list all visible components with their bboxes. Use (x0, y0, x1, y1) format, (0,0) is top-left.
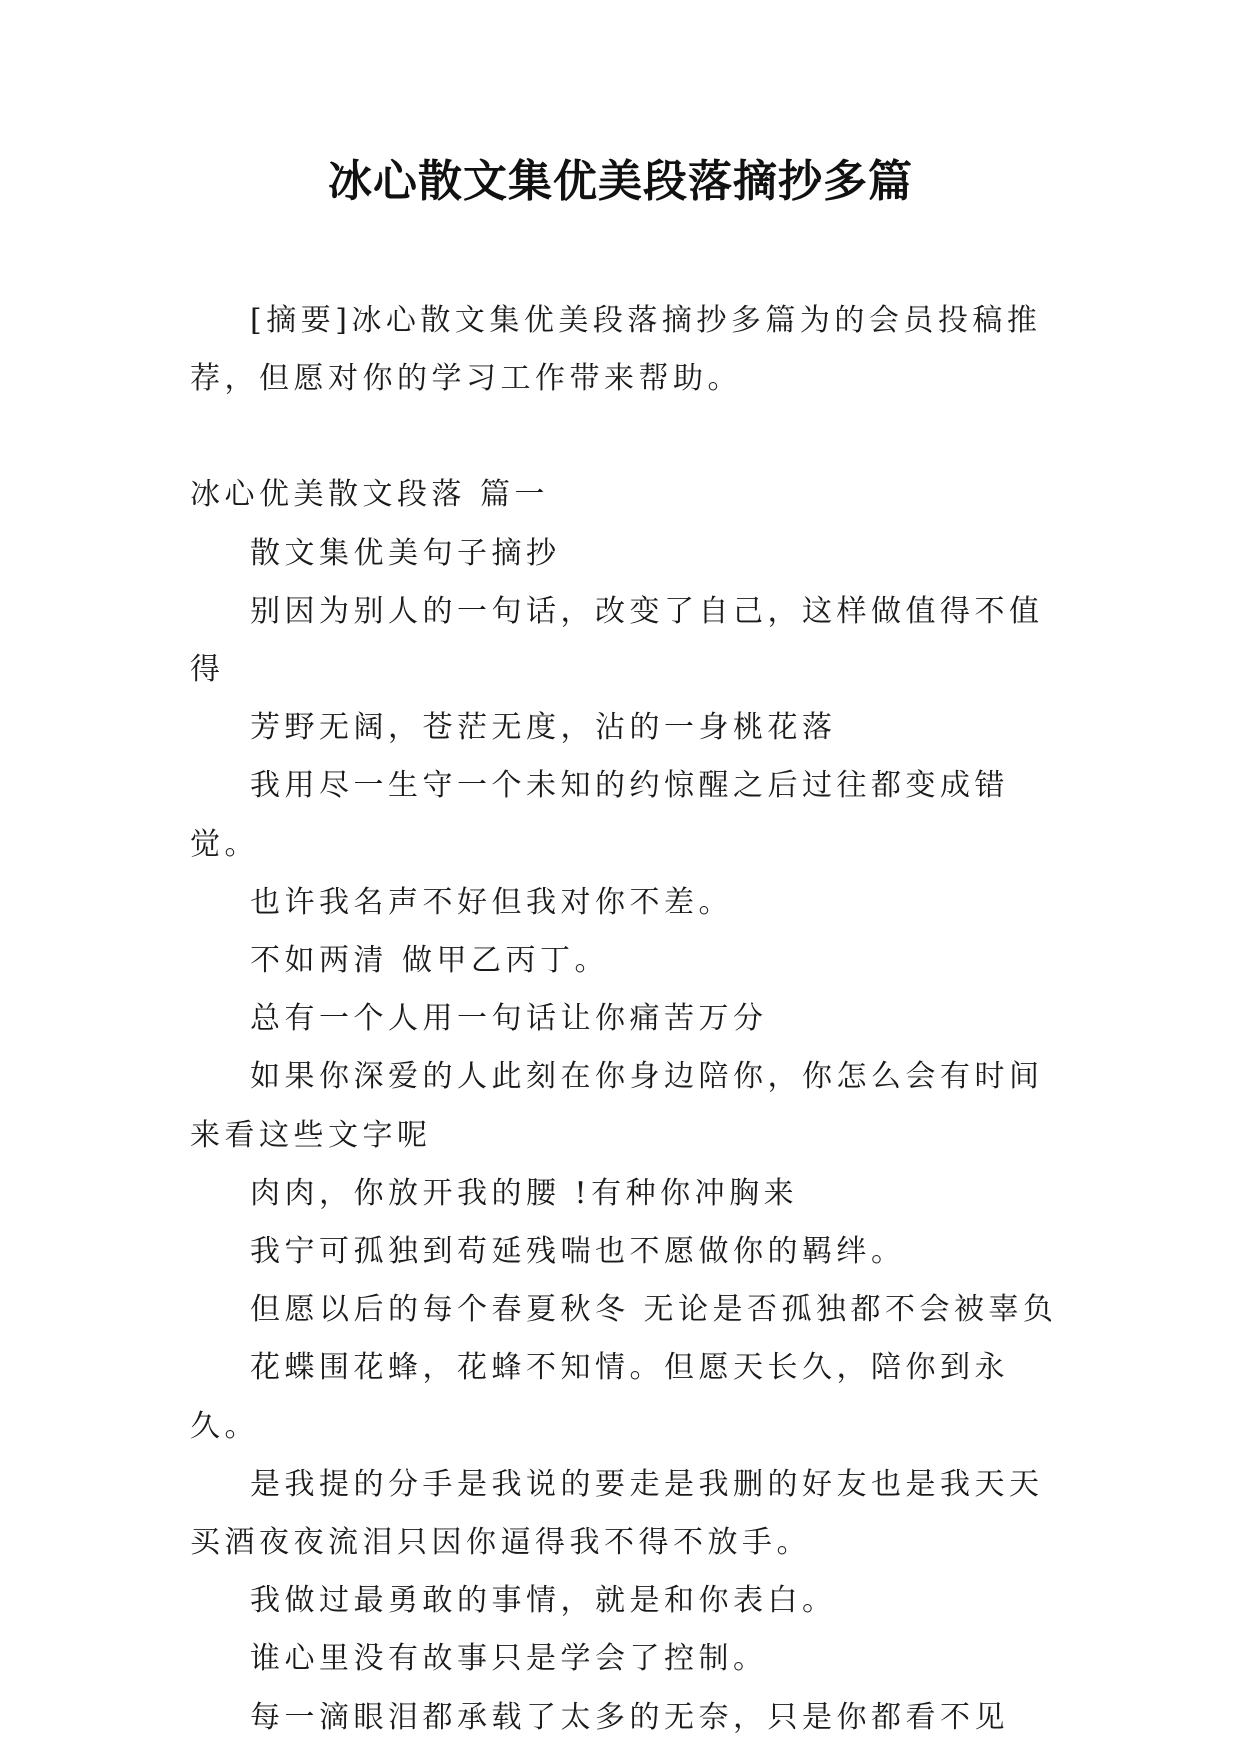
paragraph: 散文集优美句子摘抄 (250, 535, 561, 571)
paragraph: 我宁可孤独到苟延残喘也不愿做你的羁绊。 (250, 1234, 906, 1270)
paragraph: 肉肉，你放开我的腰 !有种你冲胸来 (250, 1175, 799, 1211)
paragraph: 每一滴眼泪都承载了太多的无奈，只是你都看不见 (250, 1699, 1009, 1735)
paragraph: 芳野无阔，苍茫无度，沾的一身桃花落 (250, 710, 837, 746)
paragraph: 但愿以后的每个春夏秋冬 无论是否孤独都不会被辜负 (250, 1292, 1058, 1328)
paragraph-spacer (190, 408, 1070, 466)
paragraph: 别因为别人的一句话，改变了自己，这样做值得不值得 (190, 593, 1044, 688)
paragraph: 是我提的分手是我说的要走是我删的好友也是我天天买酒夜夜流泪只因你逼得我不得不放手。 (190, 1466, 1044, 1561)
paragraph: 我用尽一生守一个未知的约惊醒之后过往都变成错觉。 (190, 768, 1009, 862)
document-body (190, 292, 1070, 1747)
section-heading: 冰心优美散文段落 篇一 (190, 477, 550, 513)
paragraph: 花蝶围花蜂，花蜂不知情。但愿天长久，陪你到永久。 (190, 1350, 1009, 1444)
paragraph: 谁心里没有故事只是学会了控制。 (250, 1641, 768, 1677)
paragraph: 总有一个人用一句话让你痛苦万分 (250, 1001, 768, 1037)
paragraph: 不如两清 做甲乙丙丁。 (250, 943, 610, 979)
paragraph: 我做过最勇敢的事情，就是和你表白。 (250, 1583, 837, 1619)
document-title: 冰心散文集优美段落摘抄多篇 (328, 156, 913, 207)
abstract-paragraph: [摘要]冰心散文集优美段落摘抄多篇为的会员投稿推荐，但愿对你的学习工作带来帮助。 (190, 303, 1042, 397)
paragraph: 如果你深爱的人此刻在你身边陪你，你怎么会有时间来看这些文字呢 (190, 1059, 1044, 1153)
paragraph: 也许我名声不好但我对你不差。 (250, 884, 733, 920)
